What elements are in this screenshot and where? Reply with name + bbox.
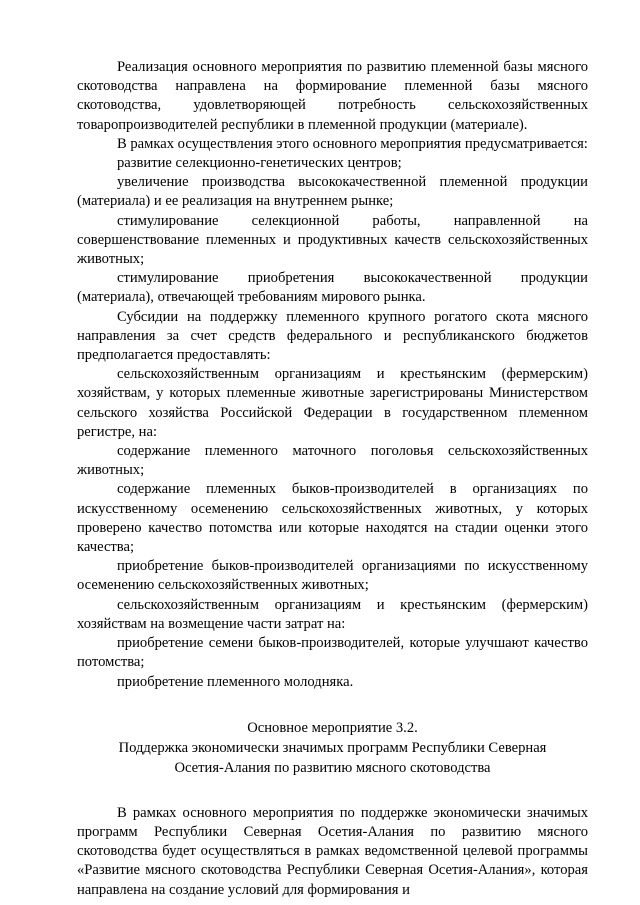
list-item: стимулирование селекционной работы, направленной на совершенствование племенных и продуктивных качеств сельскохозяйственных животных; <box>77 212 588 268</box>
paragraph: В рамках основного мероприятия по поддержке экономически значимых программ Республики Северная Осетия-Алания по развитию мясного скотоводства будет осуществляться в рамках ведомственной целевой программы «Развитие мясного скотоводства Республики Северная Осетия-Алания», которая направлена на создание условий для формирования и <box>77 804 588 898</box>
list-item: увеличение производства высококачественной племенной продукции (материала) и ее реализация на внутреннем рынке; <box>77 174 588 210</box>
list-item: содержание племенных быков-производителей в организациях по искусственному осеменению сельскохозяйственных животных, у которых проверено качество потомства или которые находятся на стадии оценки этого качества; <box>77 481 588 556</box>
body-text-top <box>77 58 588 692</box>
list-item: развитие селекционно-генетических центров; <box>117 155 402 172</box>
heading-line: Основное мероприятие 3.2. <box>247 719 418 736</box>
paragraph: Субсидии на поддержку племенного крупного рогатого скота мясного направления за счет средств федерального и республиканского бюджетов предполагается предоставлять: <box>77 308 588 364</box>
list-item: приобретение быков-производителей организациями по искусственному осеменению сельскохозяйственных животных; <box>77 558 588 594</box>
list-item: приобретение семени быков-производителей, которые улучшают качество потомства; <box>77 635 588 671</box>
list-item: стимулирование приобретения высококачественной продукции (материала), отвечающей требованиям мирового рынка. <box>77 270 588 306</box>
heading-line: Поддержка экономически значимых программ Республики Северная <box>118 739 547 756</box>
list-item: сельскохозяйственным организациям и крестьянским (фермерским) хозяйствам на возмещение части затрат на: <box>77 596 588 632</box>
list-item: содержание племенного маточного поголовья сельскохозяйственных животных; <box>77 443 588 479</box>
paragraph: Реализация основного мероприятия по развитию племенной базы мясного скотоводства направлена на формирование племенной базы мясного скотоводства, удовлетворяющей потребность сельскохозяйственных товаропроизводителей республики в племенной продукции (материале). <box>77 59 588 133</box>
paragraph: В рамках осуществления этого основного мероприятия предусматривается: <box>117 135 588 152</box>
section-heading <box>77 718 588 778</box>
body-text-bottom <box>77 804 588 900</box>
list-item: сельскохозяйственным организациям и крестьянским (фермерским) хозяйствам, у которых племенные животные зарегистрированы Министерством сельского хозяйства Российской Федерации в государственном племенном регистре, на: <box>77 366 588 440</box>
list-item: приобретение племенного молодняка. <box>117 673 354 690</box>
heading-line: Осетия-Алания по развитию мясного скотоводства <box>174 759 491 776</box>
